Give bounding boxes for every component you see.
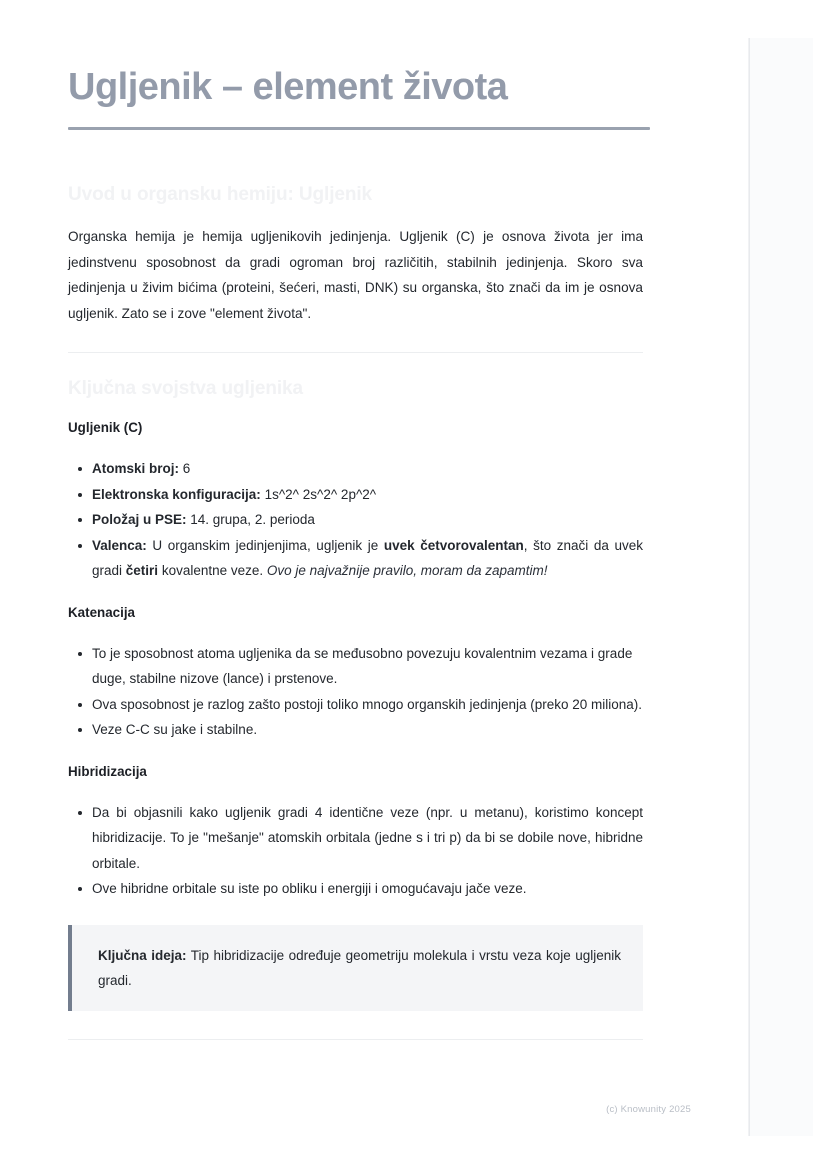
list-item xyxy=(68,482,643,508)
list-item-valenca xyxy=(68,533,643,584)
subheading-hibridizacija: Hibridizacija xyxy=(68,763,147,779)
property-term: Atomski broj: xyxy=(92,461,180,476)
section-heading-properties: Ključna svojstva ugljenika xyxy=(68,378,303,399)
property-term: Elektronska konfiguracija: xyxy=(92,486,261,502)
list-item xyxy=(68,507,643,533)
page-right-panel xyxy=(749,38,813,1136)
properties-list xyxy=(68,456,643,584)
callout-body: Tip hibridizacije određuje geometriju molekula i vrstu veza koje ugljenik gradi. xyxy=(98,947,621,988)
page-title: Ugljenik – element života xyxy=(68,66,508,108)
key-idea-callout xyxy=(68,925,643,1011)
property-term: Položaj u PSE: xyxy=(92,512,187,527)
katenacija-list xyxy=(68,641,643,743)
property-value: 6 xyxy=(179,461,191,476)
list-item: Veze C-C su jake i stabilne. xyxy=(68,717,643,743)
subheading-ugljenik-c: Ugljenik (C) xyxy=(68,420,143,435)
valenca-part1: U organskim jedinjenjima, ugljenik je xyxy=(146,537,384,553)
valenca-term: Valenca: xyxy=(92,537,147,553)
document-content xyxy=(68,0,643,1040)
callout-text xyxy=(98,943,621,993)
list-item xyxy=(68,456,643,482)
list-item: To je sposobnost atoma ugljenika da se međusobno povezuju kovalentnim vezama i grade duge, stabilne nizove (lance) i prstenove. xyxy=(68,641,643,692)
valenca-bold-1: uvek četvorovalentan xyxy=(383,537,524,553)
section-divider-2 xyxy=(68,1039,643,1040)
property-value: 14. grupa, 2. perioda xyxy=(186,512,315,527)
valenca-italic-note: Ovo je najvažnije pravilo, moram da zapamtim! xyxy=(266,563,548,578)
list-item: Ova sposobnost je razlog zašto postoji toliko mnogo organskih jedinjenja (preko 20 miliona). xyxy=(68,692,643,718)
callout-label: Ključna ideja: xyxy=(98,947,187,963)
valenca-bold-2: četiri xyxy=(125,563,159,578)
section-heading-intro: Uvod u organsku hemiju: Ugljenik xyxy=(68,184,373,205)
list-item: Da bi objasnili kako ugljenik gradi 4 identične veze (npr. u metanu), koristimo koncept hibridizacije. To je "mešanje" atomskih orbitala (jedne s i tri p) da bi se dobile nove, hibridne orbitale. xyxy=(68,800,643,877)
copyright-footer: (c) Knowunity 2025 xyxy=(606,1104,691,1115)
valenca-part2: , što znači da uvek gradi xyxy=(92,537,644,578)
subheading-katenacija: Katenacija xyxy=(68,604,135,620)
valenca-part3: kovalentne veze. xyxy=(158,563,267,578)
hibridizacija-list xyxy=(68,800,643,902)
property-value: 1s^2^ 2s^2^ 2p^2^ xyxy=(260,486,377,502)
intro-paragraph: Organska hemija je hemija ugljenikovih jedinjenja. Ugljenik (C) je osnova života jer ima jedinstvenu sposobnost da gradi ogroman broj različitih, stabilnih jedinjenja. Skoro sva jedinjenja u živim bićima (proteini, šećeri, masti, DNK) su organska, što znači da im je osnova ugljenik. Zato se i zove "element života". xyxy=(68,229,643,321)
list-item: Ove hibridne orbitale su iste po obliku i energiji i omogućavaju jače veze. xyxy=(68,876,643,902)
